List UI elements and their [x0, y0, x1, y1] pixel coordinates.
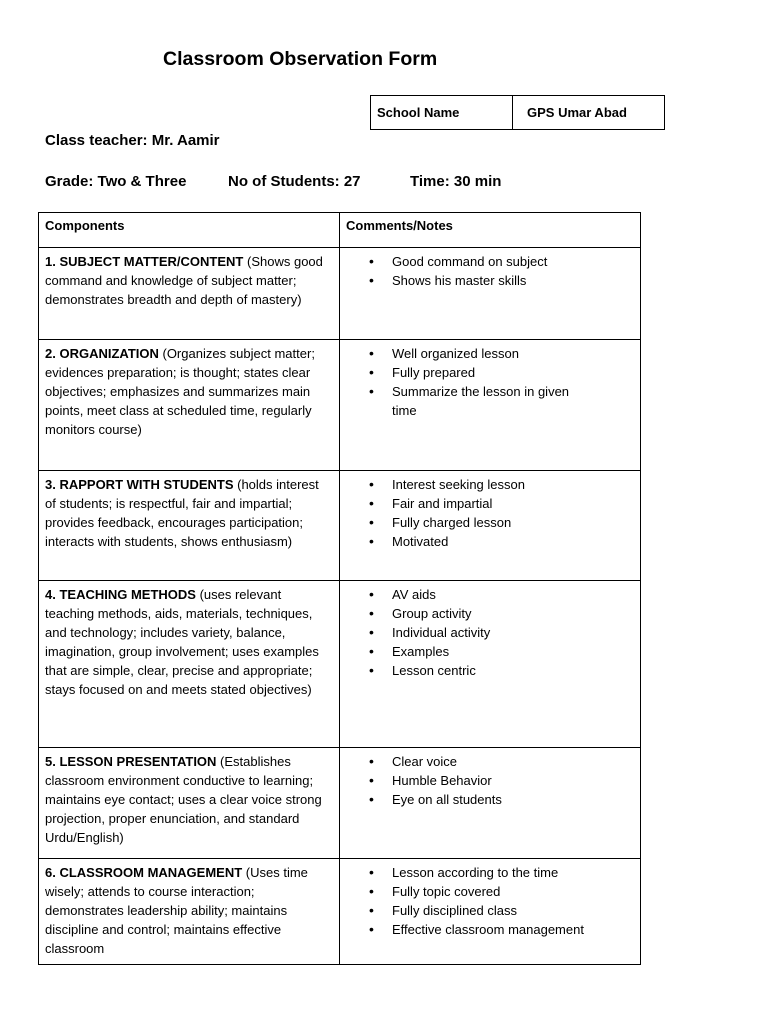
notes-list: [346, 344, 634, 420]
header-comments-notes: Comments/Notes: [340, 213, 641, 248]
note-item: • Motivated: [346, 532, 634, 551]
school-name-box: [370, 95, 665, 130]
notes-cell: [340, 340, 641, 471]
notes-cell: [340, 248, 641, 340]
component-title: 5. LESSON PRESENTATION: [45, 754, 217, 769]
note-item: • Shows his master skills: [346, 271, 634, 290]
component-cell: [39, 748, 340, 859]
class-teacher: Class teacher: Mr. Aamir: [45, 132, 220, 149]
component-title: 3. RAPPORT WITH STUDENTS: [45, 477, 234, 492]
notes-cell: [340, 471, 641, 581]
note-item: • Individual activity: [346, 623, 634, 642]
note-item: • Fully disciplined class: [346, 901, 634, 920]
students-count-text: No of Students: 27: [228, 173, 361, 190]
component-title: 6. CLASSROOM MANAGEMENT: [45, 865, 243, 880]
note-item: • Clear voice: [346, 752, 634, 771]
school-name-label: School Name: [371, 96, 513, 129]
table-header-row: [39, 213, 641, 248]
form-title: Classroom Observation Form: [163, 48, 438, 70]
table-row: [39, 248, 641, 340]
table-row: [39, 471, 641, 581]
time-text: Time: 30 min: [410, 173, 502, 190]
note-item: • AV aids: [346, 585, 634, 604]
component-description: (Establishes classroom environment conductive to learning; maintains eye contact; uses a clear voice strong projection, proper enunciation, and standard Urdu/English): [45, 754, 322, 845]
component-cell: [39, 859, 340, 965]
note-item: • Humble Behavior: [346, 771, 634, 790]
note-item: • Fair and impartial: [346, 494, 634, 513]
component-title: 4. TEACHING METHODS: [45, 587, 196, 602]
note-item: • Interest seeking lesson: [346, 475, 634, 494]
note-item: • Fully charged lesson: [346, 513, 634, 532]
component-cell: [39, 471, 340, 581]
component-cell: [39, 340, 340, 471]
note-item: • Well organized lesson: [346, 344, 634, 363]
notes-list: [346, 585, 634, 680]
component-title: 1. SUBJECT MATTER/CONTENT: [45, 254, 244, 269]
notes-cell: [340, 859, 641, 965]
component-description: (Shows good command and knowledge of subject matter; demonstrates breadth and depth of mastery): [45, 254, 323, 307]
note-item: • Summarize the lesson in given time: [346, 382, 634, 420]
notes-cell: [340, 581, 641, 748]
component-cell: [39, 581, 340, 748]
observation-table: [38, 212, 641, 965]
component-title: 2. ORGANIZATION: [45, 346, 159, 361]
notes-list: [346, 475, 634, 551]
notes-cell: [340, 748, 641, 859]
school-name-value: GPS Umar Abad: [527, 105, 627, 120]
note-item: • Eye on all students: [346, 790, 634, 809]
component-description: (uses relevant teaching methods, aids, materials, techniques, and technology; includes variety, balance, imagination, group involvement; uses examples that are simple, clear, precise and appropriate; stays focused on and meets stated objectives): [45, 587, 319, 697]
table-row: [39, 859, 641, 965]
table-row: [39, 340, 641, 471]
grade-text: Grade: Two & Three: [45, 173, 187, 190]
notes-list: [346, 252, 634, 290]
note-item: • Good command on subject: [346, 252, 634, 271]
table-row: [39, 581, 641, 748]
header-components: Components: [39, 213, 340, 248]
note-item: • Fully topic covered: [346, 882, 634, 901]
component-cell: [39, 248, 340, 340]
note-item: • Fully prepared: [346, 363, 634, 382]
component-description: (holds interest of students; is respectful, fair and impartial; provides feedback, encourages participation; interacts with students, shows enthusiasm): [45, 477, 319, 549]
table-row: [39, 748, 641, 859]
note-item: • Effective classroom management: [346, 920, 634, 939]
note-item: • Group activity: [346, 604, 634, 623]
notes-list: [346, 752, 634, 809]
note-item: • Examples: [346, 642, 634, 661]
component-description: (Organizes subject matter; evidences preparation; is thought; states clear objectives; emphasizes and summarizes main points, meet class at scheduled time, regularly monitors course): [45, 346, 315, 437]
note-item: • Lesson centric: [346, 661, 634, 680]
note-item: • Lesson according to the time: [346, 863, 634, 882]
notes-list: [346, 863, 634, 939]
component-description: (Uses time wisely; attends to course interaction; demonstrates leadership ability; maintains discipline and control; maintains effective classroom: [45, 865, 308, 956]
